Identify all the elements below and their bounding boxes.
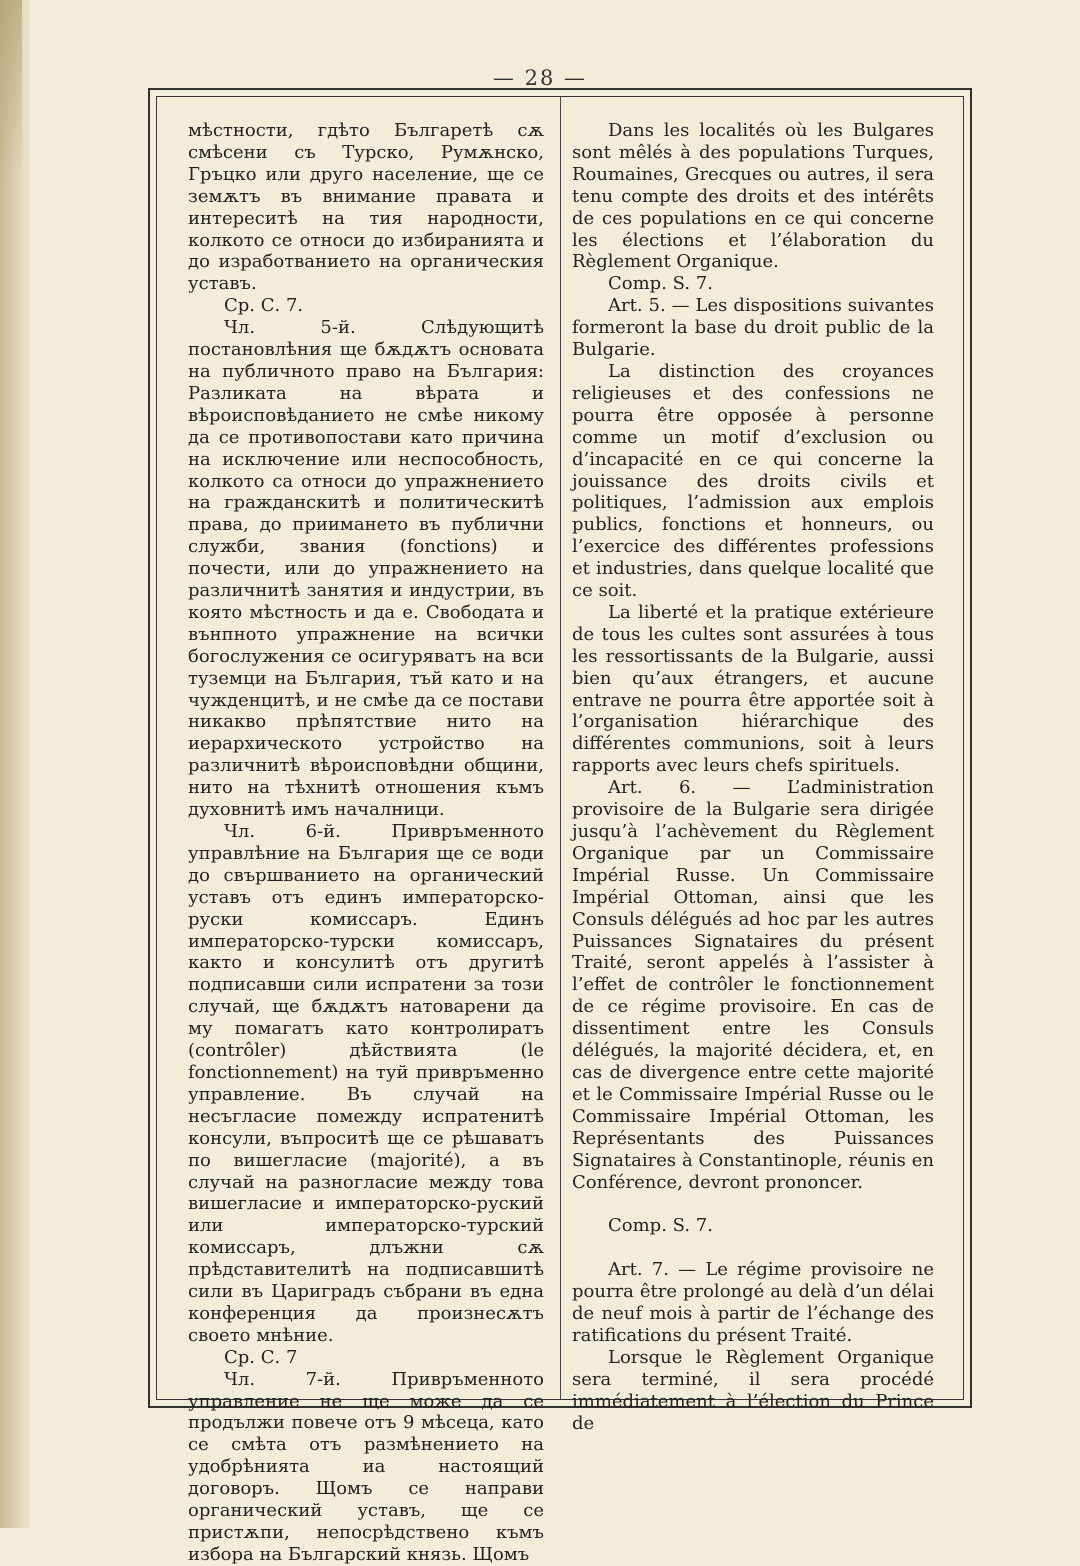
paragraph-article-5: Чл. 5-й. Слѣдующитѣ постановлѣния ще бѫдѫтъ основата на публичното право на България: Разликата на вѣрата и вѣроисповѣданието не смѣе никому да се противопостави като причина на исключение или неспособность, колкото са относи до упражнението на гражданскитѣ и политическитѣ права, до приимането въ публични служби, звания (fonctions) и почести, или до упражнението на различнитѣ занятия и индустрии, въ която мѣстность и да е. Свободата и вънпното упражнение на всички богослужения се осигуряватъ на вси туземци на България, тъй като и на чужденцитѣ, и не смѣе да се постави никакво прѣпятствие нито на иерархическото устройство на различнитѣ вѣроисповѣдни общини, нито на тѣхнитѣ отношения къмъ духовнитѣ имъ началници. xyxy=(188,317,544,821)
paragraph-continuation: мѣстности, гдѣто Българетѣ сѫ смѣсени съ Турско, Румѫнско, Гръцко или друго население, ще се земѫтъ въ внимание правата и интереситѣ на тия народности, колкото се относи до избиранията и до изработванието на органическия уставъ. xyxy=(188,120,544,295)
paragraph-religious-distinction: La distinction des croyances religieuses et des confessions ne pourra être opposée à personne comme un motif d’exclusion ou d’incapacité en ce qui concerne la jouissance des droits civils et politiques, l’admission aux emplois publics, fonctions et honneurs, ou l’exercice des différentes professions et industries, dans quelque localité que ce soit. xyxy=(572,360,934,602)
column-divider xyxy=(560,96,561,1400)
paragraph-article-7: Чл. 7-й. Привръменното управление не ще може да се продължи повече отъ 9 мѣсеца, като се смѣта отъ размѣнението на удобрѣнията иа настоящий договоръ. Щомъ се направи органический уставъ, ще се пристѫпи, непосрѣдствено къмъ избора на Българский князь. Щомъ xyxy=(188,1368,544,1565)
paragraph-article-6: Чл. 6-й. Привръменното управлѣние на България ще се води до свършванието на органический уставъ отъ единъ императорско-руски комиссаръ. Единъ императорско-турски комиссаръ, както и консулитѣ отъ другитѣ подписавши сили испратени за този случай, ще бѫдѫтъ натоварени да му помагатъ като контролиратъ (contrôler) дѣйствията (le fonctionnement) на туй привръменно управление. Въ случай на несъгласие помежду испратенитѣ консули, въпроситѣ ще се рѣшаватъ по вишегласие (majorité), а въ случай на разногласие между това вишегласие и императорско-руский или императорско-турский комиссаръ, длъжни сѫ прѣдставителитѣ на подписавшитѣ сили въ Цариградъ събрани въ една конференция да произнесѫтъ своето мнѣние. xyxy=(188,821,544,1346)
paragraph-localities: Dans les localités où les Bulgares sont mêlés à des populations Turques, Roumaines, Grecques ou autres, il sera tenu compte des droits et des intérêts de ces populations en ce qui concerne les élections et l’élaboration du Règlement Organique. xyxy=(572,120,934,273)
cross-reference: Comp. S. 7. xyxy=(608,273,713,295)
cross-reference: Comp. S. 7. xyxy=(608,1215,713,1237)
paragraph-article-7: Art. 7. — Le régime provisoire ne pourra être prolongé au delà d’un délai de neuf mois à partir de l’échange des ratifications du présent Traité. xyxy=(572,1259,934,1347)
paragraph-article-6: Art. 6. — L’administration provisoire de la Bulgarie sera dirigée jusqu’à l’achèvement du Règlement Organique par un Commissaire Impérial Russe. Un Commissaire Impérial Ottoman, ainsi que les Consuls délégués ad hoc par les autres Puissances Signataires du présent Traité, seront appelés à l’assister à l’effet de contrôler le fonctionnement de ce régime provisoire. En cas de dissentiment entre les Consuls délégués, la majorité décidera, et, en cas de divergence entre cette majorité et le Commissaire Impérial Russe ou le Commissaire Impérial Ottoman, les Représentants des Puissances Signataires à Constantinople, réunis en Conférence, devront prononcer. xyxy=(572,777,934,1193)
french-column xyxy=(572,120,934,1435)
page-edge xyxy=(0,0,30,1528)
cross-reference: Ср. С. 7 xyxy=(224,1346,298,1368)
bulgarian-column xyxy=(188,120,544,1566)
cross-reference: Ср. С. 7. xyxy=(224,295,304,317)
paragraph-organic-regulation: Lorsque le Règlement Organique sera terminé, il sera procédé immédiatement à l’élection du Prince de xyxy=(572,1346,934,1434)
paragraph-freedom-of-worship: La liberté et la pratique extérieure de tous les cultes sont assurées à tous les ressortissants de la Bulgarie, aussi bien qu’aux étrangers, et aucune entrave ne pourra être apportée soit à l’organisation hiérarchique des différentes communions, soit à leurs rapports avec leurs chefs spirituels. xyxy=(572,601,934,777)
binding-shadow xyxy=(0,0,22,180)
page-number: — 28 — xyxy=(492,66,588,90)
paragraph-article-5: Art. 5. — Les dispositions suivantes formeront la base du droit public de la Bulgarie. xyxy=(572,295,934,361)
